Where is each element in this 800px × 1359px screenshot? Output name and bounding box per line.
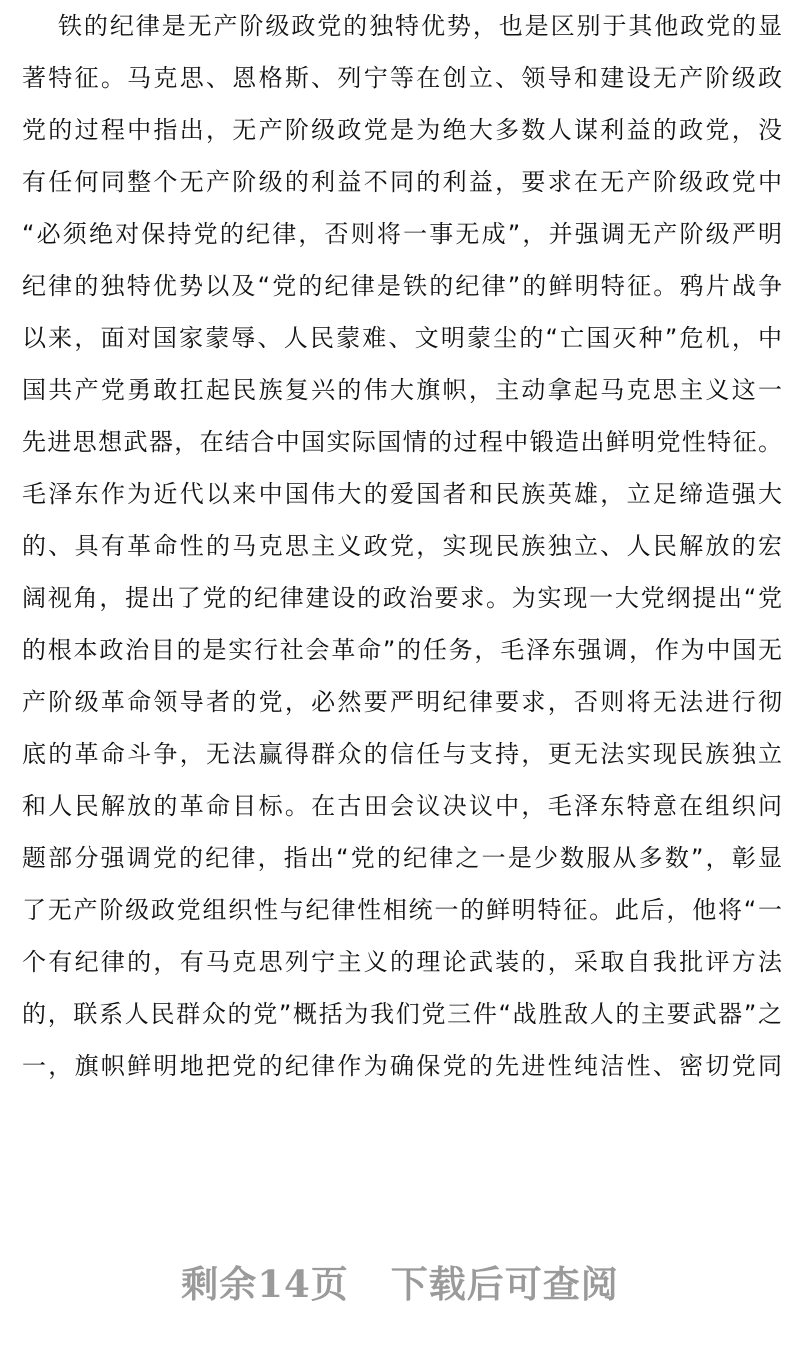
paragraph-line: 著特征。马克思、恩格斯、列宁等在创立、领导和建设无产阶级政 <box>22 64 782 92</box>
paragraph-line: 一，旗帜鲜明地把党的纪律作为确保党的先进性纯洁性、密切党同 <box>22 1052 782 1080</box>
remaining-pages-text: 剩余14页 <box>181 1262 349 1306</box>
paragraph-line: 个有纪律的，有马克思列宁主义的理论武装的，采取自我批评方法 <box>22 948 782 976</box>
paragraph-line: 题部分强调党的纪律，指出“党的纪律之一是少数服从多数”，彰显 <box>22 844 782 872</box>
paragraph-line: 了无产阶级政党组织性与纪律性相统一的鲜明特征。此后，他将“一 <box>22 896 782 924</box>
paragraph-line: 的根本政治目的是实行社会革命”的任务，毛泽东强调，作为中国无 <box>22 636 782 664</box>
paragraph-line: 的、具有革命性的马克思主义政党，实现民族独立、人民解放的宏 <box>22 532 782 560</box>
paragraph-line: 的，联系人民群众的党”概括为我们党三件“战胜敌人的主要武器”之 <box>22 1000 782 1028</box>
download-prompt-text: 下载后可查阅 <box>390 1262 619 1306</box>
paragraph-line: 党的过程中指出，无产阶级政党是为绝大多数人谋利益的政党，没 <box>22 116 782 144</box>
paragraph-line: 纪律的独特优势以及“党的纪律是铁的纪律”的鲜明特征。鸦片战争 <box>22 272 782 300</box>
paragraph-line: 以来，面对国家蒙辱、人民蒙难、文明蒙尘的“亡国灭种”危机，中 <box>22 324 782 352</box>
paragraph-line: “必须绝对保持党的纪律，否则将一事无成”，并强调无产阶级严明 <box>22 220 782 248</box>
download-remaining-banner[interactable] <box>0 1254 800 1308</box>
paragraph-line: 有任何同整个无产阶级的利益不同的利益，要求在无产阶级政党中 <box>22 168 782 196</box>
paragraph-line: 产阶级革命领导者的党，必然要严明纪律要求，否则将无法进行彻 <box>22 688 782 716</box>
paragraph-line: 铁的纪律是无产阶级政党的独特优势，也是区别于其他政党的显 <box>58 12 782 40</box>
paragraph-line: 先进思想武器，在结合中国实际国情的过程中锻造出鲜明党性特征。 <box>22 428 782 456</box>
paragraph-line: 底的革命斗争，无法赢得群众的信任与支持，更无法实现民族独立 <box>22 740 782 768</box>
paragraph-line: 毛泽东作为近代以来中国伟大的爱国者和民族英雄，立足缔造强大 <box>22 480 782 508</box>
paragraph-line: 阔视角，提出了党的纪律建设的政治要求。为实现一大党纲提出“党 <box>22 584 782 612</box>
document-body <box>22 0 782 1092</box>
paragraph-line: 国共产党勇敢扛起民族复兴的伟大旗帜，主动拿起马克思主义这一 <box>22 376 782 404</box>
paragraph-line: 和人民解放的革命目标。在古田会议决议中，毛泽东特意在组织问 <box>22 792 782 820</box>
